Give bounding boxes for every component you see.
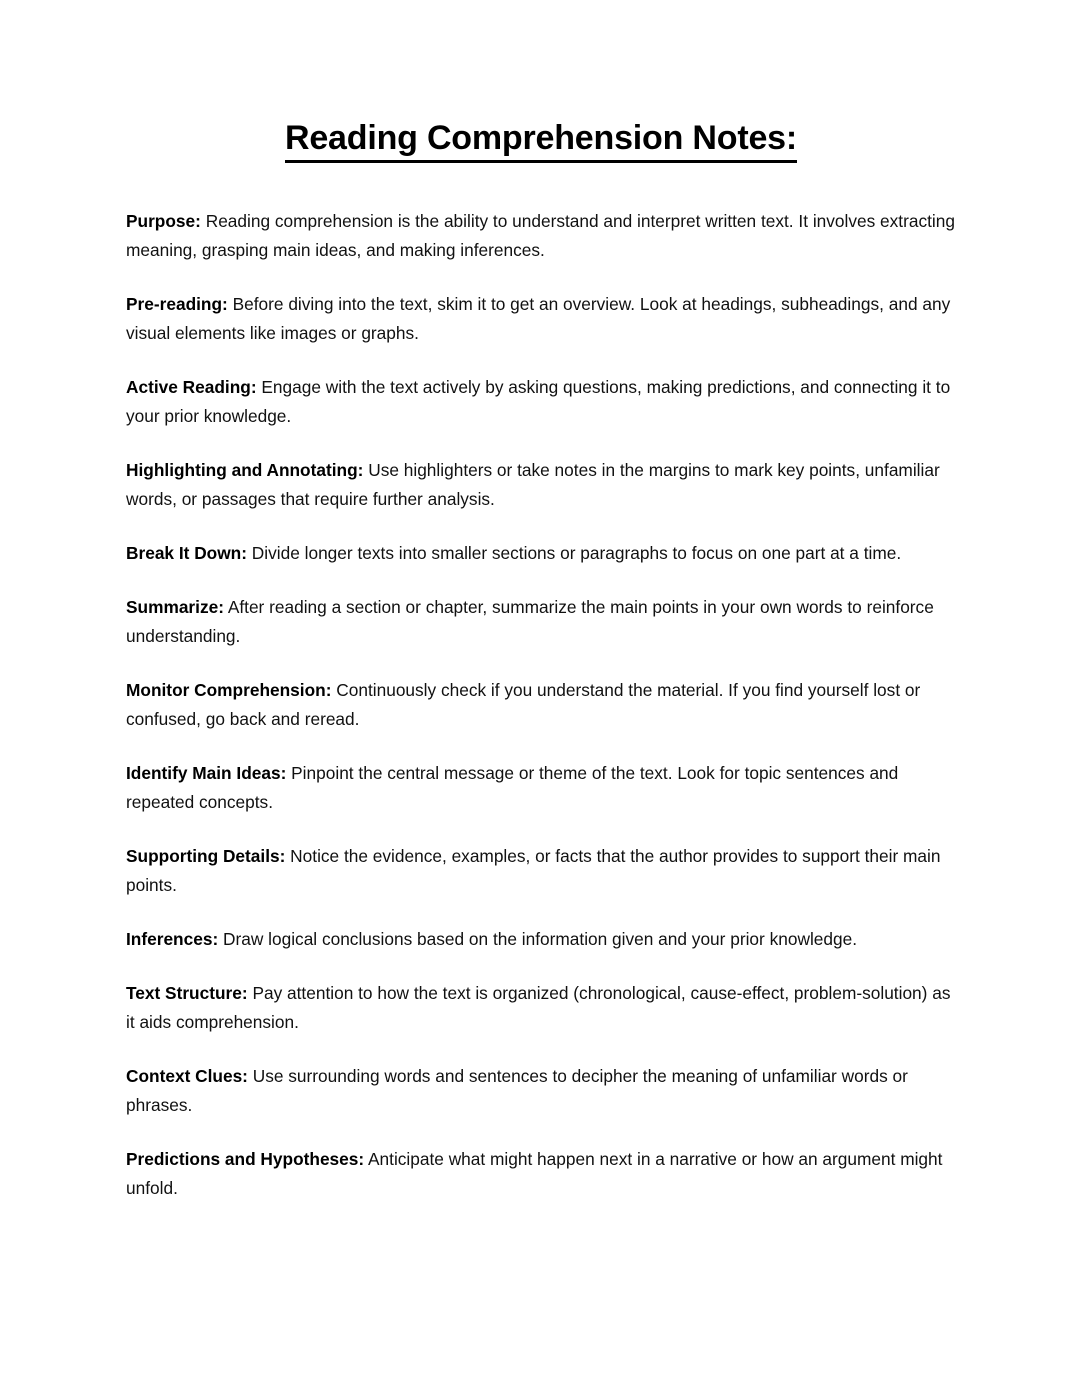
note-item [126, 1145, 956, 1203]
note-item [126, 979, 956, 1037]
note-item-term: Inferences: [126, 928, 219, 949]
note-item-description: Draw logical conclusions based on the information given and your prior knowledge. [218, 928, 858, 949]
note-item [126, 290, 956, 348]
notes-list [126, 207, 956, 1203]
note-item-term: Highlighting and Annotating: [126, 459, 364, 480]
note-item [126, 207, 956, 265]
note-item-description: Pay attention to how the text is organized (chronological, cause-effect, problem-solution) as it aids comprehension. [126, 982, 951, 1032]
note-item-term: Break It Down: [126, 542, 247, 563]
note-item-description: Use highlighters or take notes in the margins to mark key points, unfamiliar words, or passages that require further analysis. [126, 459, 940, 509]
note-item-term: Context Clues: [126, 1065, 248, 1086]
note-item [126, 676, 956, 734]
note-item-term: Monitor Comprehension: [126, 679, 332, 700]
note-item-term: Identify Main Ideas: [126, 762, 287, 783]
note-item-term: Supporting Details: [126, 845, 286, 866]
note-item-term: Purpose: [126, 210, 201, 231]
note-item [126, 842, 956, 900]
note-item [126, 759, 956, 817]
note-item-description: Notice the evidence, examples, or facts that the author provides to support their main points. [126, 845, 941, 895]
note-item-description: Engage with the text actively by asking questions, making predictions, and connecting it to your prior knowledge. [126, 376, 951, 426]
note-item-description: Pinpoint the central message or theme of the text. Look for topic sentences and repeated concepts. [126, 762, 899, 812]
note-item-description: Anticipate what might happen next in a narrative or how an argument might unfold. [126, 1148, 943, 1198]
document-body [126, 118, 956, 1203]
note-item-description: Divide longer texts into smaller sections or paragraphs to focus on one part at a time. [247, 542, 902, 563]
note-item [126, 456, 956, 514]
note-item-description: Reading comprehension is the ability to understand and interpret written text. It involves extracting meaning, grasping main ideas, and making inferences. [126, 210, 955, 260]
note-item-description: After reading a section or chapter, summarize the main points in your own words to reinforce understanding. [126, 596, 934, 646]
note-item [126, 539, 956, 568]
note-item-term: Predictions and Hypotheses: [126, 1148, 365, 1169]
note-item-term: Active Reading: [126, 376, 257, 397]
note-item-term: Pre-reading: [126, 293, 228, 314]
note-item [126, 925, 956, 954]
page-title-text: Reading Comprehension Notes: [285, 118, 797, 163]
note-item-term: Summarize: [126, 596, 224, 617]
note-item [126, 373, 956, 431]
note-item [126, 593, 956, 651]
note-item [126, 1062, 956, 1120]
note-item-description: Before diving into the text, skim it to get an overview. Look at headings, subheadings, and any visual elements like images or graphs. [126, 293, 951, 343]
note-item-description: Continuously check if you understand the material. If you find yourself lost or confused, go back and reread. [126, 679, 921, 729]
note-item-term: Text Structure: [126, 982, 248, 1003]
page-title [126, 118, 956, 163]
note-item-description: Use surrounding words and sentences to decipher the meaning of unfamiliar words or phrases. [126, 1065, 908, 1115]
